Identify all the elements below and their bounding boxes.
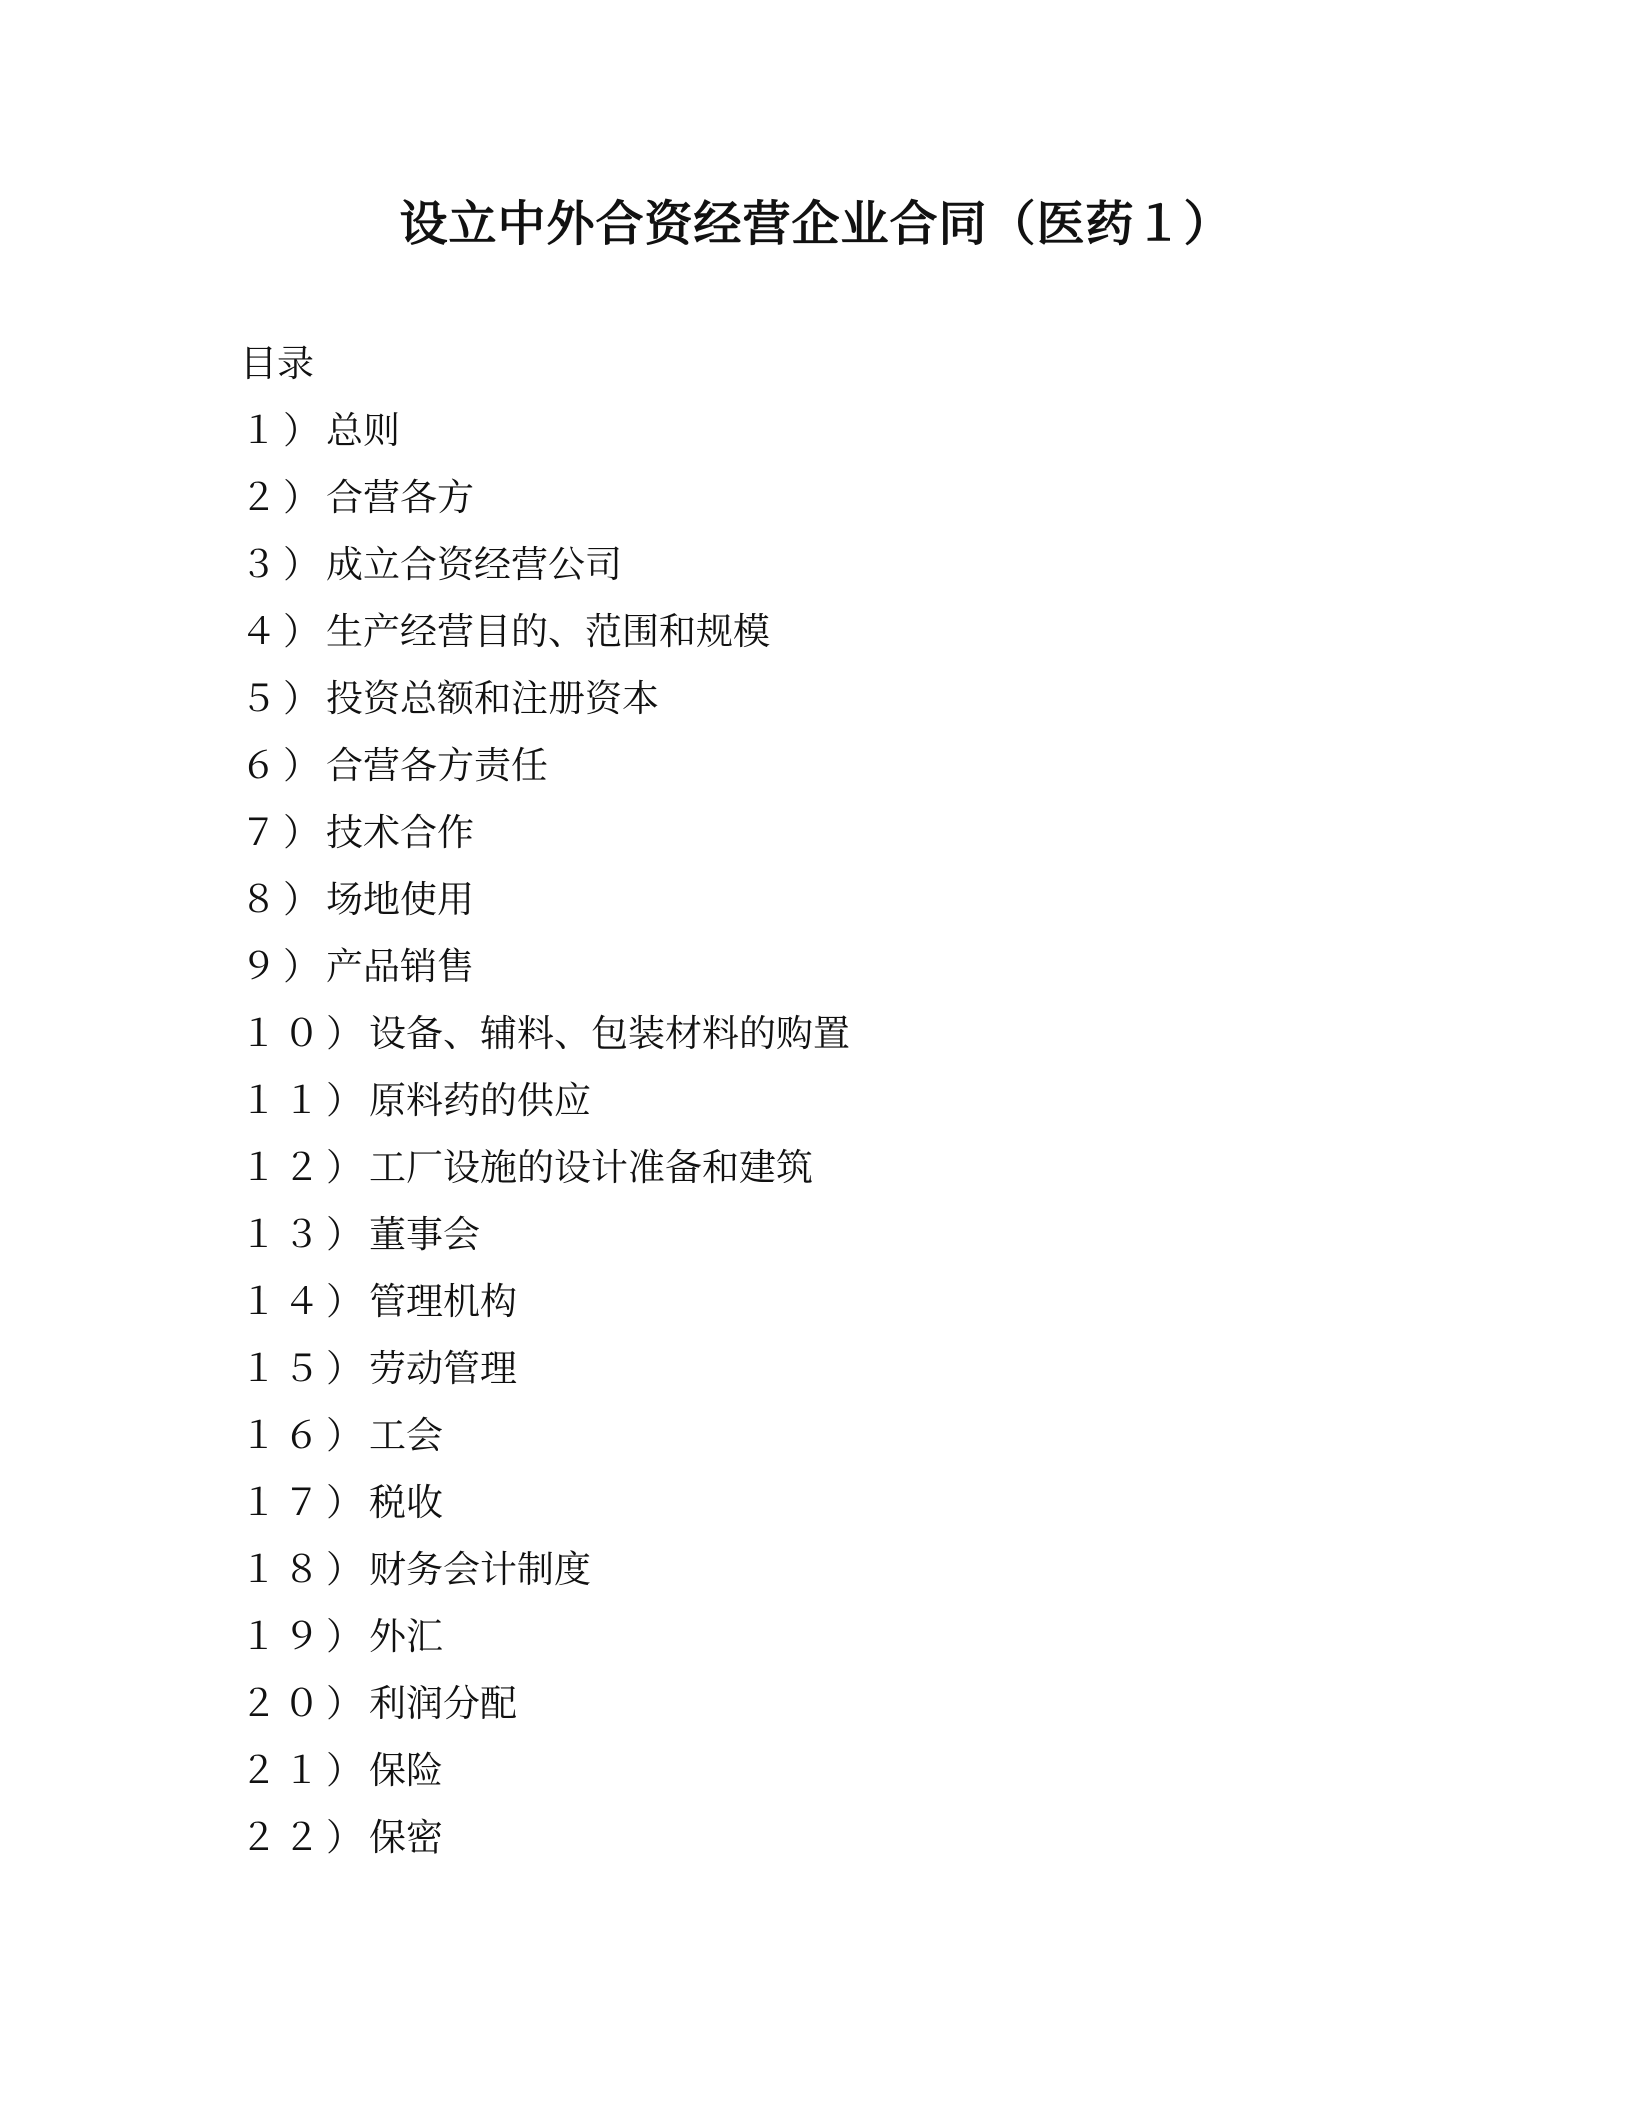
toc-item-text: 保险	[369, 1749, 443, 1792]
toc-item-number: ２）	[240, 476, 326, 519]
toc-item	[240, 1010, 1440, 1077]
toc-item-number: ４）	[240, 610, 326, 653]
toc-item-text: 财务会计制度	[369, 1548, 591, 1591]
toc-item-text: 合营各方责任	[326, 744, 548, 787]
toc-item-text: 劳动管理	[369, 1347, 517, 1390]
toc-item	[240, 1278, 1440, 1345]
document-title: 设立中外合资经营企业合同（医药１）	[399, 196, 1233, 252]
toc-item	[240, 809, 1440, 876]
toc-item	[240, 1479, 1440, 1546]
toc-item-text: 生产经营目的、范围和规模	[326, 610, 770, 653]
toc-item-text: 总则	[326, 409, 400, 452]
toc-item-text: 保密	[369, 1816, 443, 1859]
toc-item-number: ２２）	[240, 1816, 369, 1859]
toc-heading: 目录	[240, 342, 314, 385]
toc-item	[240, 1077, 1440, 1144]
toc-item-number: ６）	[240, 744, 326, 787]
toc-item-text: 工会	[369, 1414, 443, 1457]
toc-item-number: １２）	[240, 1146, 369, 1189]
toc-item-number: １０）	[240, 1012, 369, 1055]
toc-item-text: 产品销售	[326, 945, 474, 988]
toc-item	[240, 1211, 1440, 1278]
toc-item-number: １７）	[240, 1481, 369, 1524]
toc-item	[240, 675, 1440, 742]
toc-item-number: １）	[240, 409, 326, 452]
toc-item-text: 税收	[369, 1481, 443, 1524]
toc-item-number: ９）	[240, 945, 326, 988]
toc-item	[240, 742, 1440, 809]
toc-item-number: ２０）	[240, 1682, 369, 1725]
toc-item-text: 技术合作	[326, 811, 474, 854]
toc-item	[240, 474, 1440, 541]
toc-item-text: 成立合资经营公司	[326, 543, 622, 586]
toc-item	[240, 407, 1440, 474]
toc-item-number: ５）	[240, 677, 326, 720]
toc-item-number: ８）	[240, 878, 326, 921]
toc-item-number: １３）	[240, 1213, 369, 1256]
toc-item-number: ２１）	[240, 1749, 369, 1792]
toc-item-text: 管理机构	[369, 1280, 517, 1323]
toc-item	[240, 1144, 1440, 1211]
toc-item-number: ７）	[240, 811, 326, 854]
toc-item-text: 董事会	[369, 1213, 480, 1256]
table-of-contents	[240, 340, 1440, 1881]
toc-item-text: 设备、辅料、包装材料的购置	[369, 1012, 850, 1055]
toc-item-text: 工厂设施的设计准备和建筑	[369, 1146, 813, 1189]
toc-item	[240, 608, 1440, 675]
toc-item-number: ３）	[240, 543, 326, 586]
toc-item-number: １１）	[240, 1079, 369, 1122]
toc-item-text: 场地使用	[326, 878, 474, 921]
toc-item-number: １６）	[240, 1414, 369, 1457]
toc-item-number: １８）	[240, 1548, 369, 1591]
toc-item-text: 外汇	[369, 1615, 443, 1658]
toc-item	[240, 1613, 1440, 1680]
toc-item-number: １４）	[240, 1280, 369, 1323]
toc-item	[240, 1546, 1440, 1613]
toc-item-text: 原料药的供应	[369, 1079, 591, 1122]
toc-item-text: 利润分配	[369, 1682, 517, 1725]
toc-item	[240, 1345, 1440, 1412]
toc-item	[240, 943, 1440, 1010]
toc-item	[240, 541, 1440, 608]
toc-item	[240, 1412, 1440, 1479]
toc-item-text: 投资总额和注册资本	[326, 677, 659, 720]
toc-item	[240, 876, 1440, 943]
toc-item-number: １５）	[240, 1347, 369, 1390]
toc-list	[240, 407, 1440, 1881]
toc-item	[240, 1814, 1440, 1881]
toc-item-text: 合营各方	[326, 476, 474, 519]
toc-item	[240, 1680, 1440, 1747]
toc-item-number: １９）	[240, 1615, 369, 1658]
toc-item	[240, 1747, 1440, 1814]
